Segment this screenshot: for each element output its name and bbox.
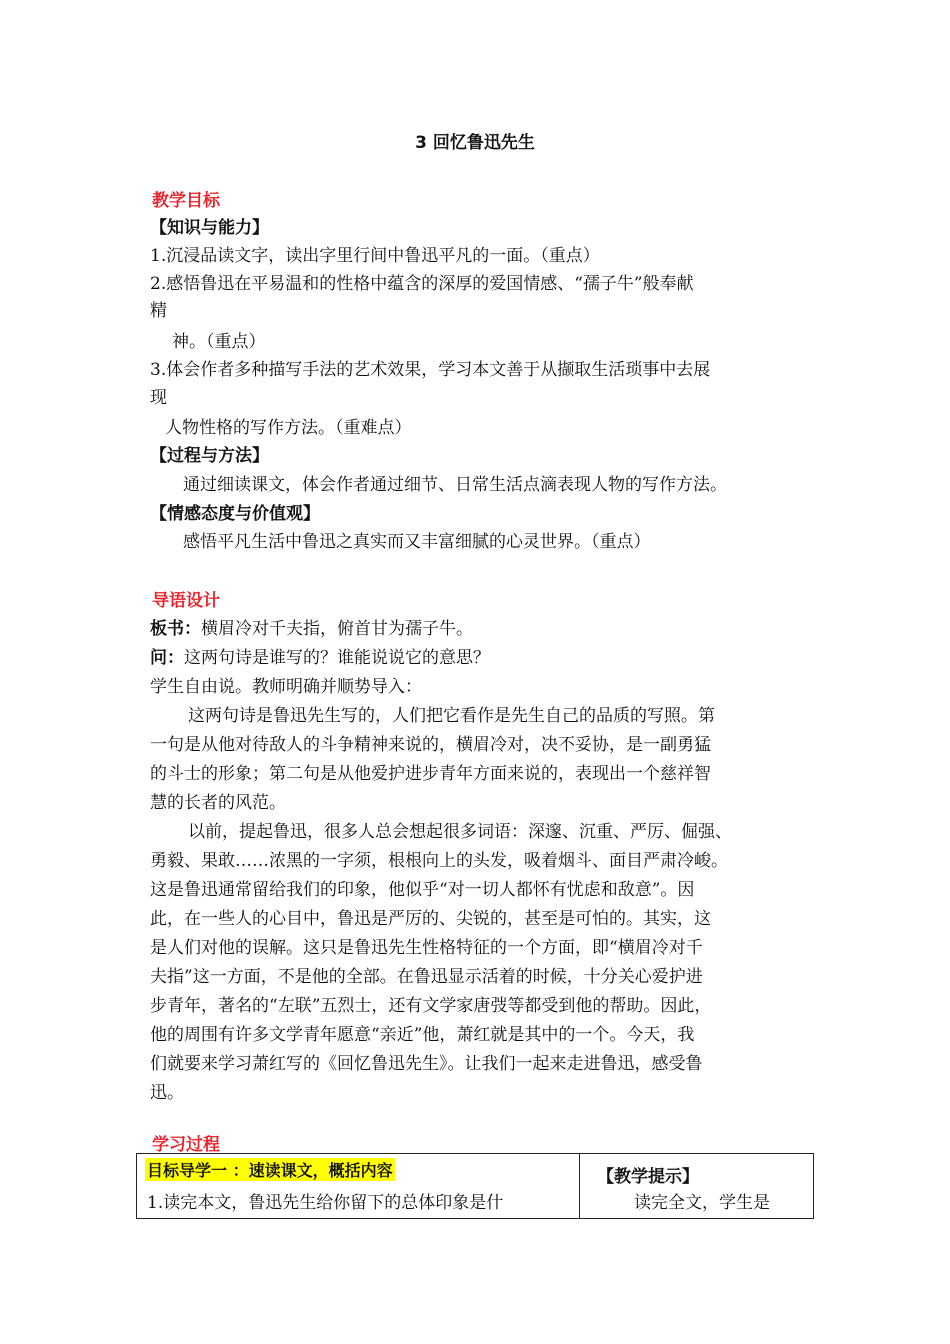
para2-line-3: 这是鲁迅通常留给我们的印象，他似乎“对一切人都怀有忧虑和敌意”。因 [150, 880, 695, 900]
para2-line-1: 以前，提起鲁迅，很多人总会想起很多词语：深邃、沉重、严厉、倔强、 [188, 822, 732, 842]
emotion-heading: 【情感态度与价值观】 [150, 504, 320, 524]
tip-heading: 【教学提示】 [597, 1167, 699, 1187]
process-method-heading: 【过程与方法】 [150, 446, 269, 466]
para1-line-2: 一句是从他对待敌人的斗争精神来说的，横眉冷对，决不妥协，是一副勇猛 [150, 735, 711, 755]
para2-line-9: 们就要来学习萧红写的《回忆鲁迅先生》。让我们一起来走进鲁迅，感受鲁 [150, 1054, 703, 1074]
knowledge-line-3-cont: 人物性格的写作方法。（重难点） [165, 418, 412, 438]
tip-text: 读完全文，学生是 [634, 1193, 770, 1213]
intro-heading: 导语设计 [152, 591, 220, 611]
page-title: 3 回忆鲁迅先生 [415, 133, 535, 153]
para2-line-4: 此，在一些人的心目中，鲁迅是严厉的、尖锐的，甚至是可怕的。其实，这 [150, 909, 711, 929]
para1-line-1: 这两句诗是鲁迅先生写的，人们把它看作是先生自己的品质的写照。第 [188, 706, 715, 726]
para2-line-2: 勇毅、果敢……浓黑的一字须，根根向上的头发，吸着烟斗、面目严肃冷峻。 [150, 851, 728, 871]
emotion-line: 感悟平凡生活中鲁迅之真实而又丰富细腻的心灵世界。（重点） [183, 532, 651, 552]
board-line [150, 614, 473, 639]
para2-line-10: 迅。 [150, 1083, 184, 1103]
para2-line-6: 夫指”这一方面，不是他的全部。在鲁迅显示活着的时候，十分关心爱护进 [150, 967, 703, 987]
goal-label: 目标导学一 ：速读课文，概括内容 [145, 1158, 395, 1181]
free-talk-line: 学生自由说。教师明确并顺势导入： [150, 677, 422, 697]
knowledge-line-2: 2.感悟鲁迅在平易温和的性格中蕴含的深厚的爱国情感、“孺子牛”般奉献 [150, 274, 694, 294]
knowledge-line-2-wrap: 精 [150, 301, 167, 321]
knowledge-line-2-cont: 神。（重点） [172, 332, 266, 352]
question-text: 这两句诗是谁写的？谁能说说它的意思？ [184, 648, 490, 668]
process-method-line: 通过细读课文，体会作者通过细节、日常生活点滴表现人物的写作方法。 [183, 475, 727, 495]
process-heading: 学习过程 [152, 1135, 220, 1155]
question-line [150, 643, 490, 668]
knowledge-line-3-wrap: 现 [150, 388, 167, 408]
goals-heading: 教学目标 [152, 191, 220, 211]
para2-line-7: 步青年，著名的“左联”五烈士，还有文学家唐弢等都受到他的帮助。因此， [150, 996, 712, 1016]
knowledge-line-3: 3.体会作者多种描写手法的艺术效果，学习本文善于从撷取生活琐事中去展 [150, 360, 711, 380]
para2-line-8: 他的周围有许多文学青年愿意“亲近”他，萧红就是其中的一个。今天，我 [150, 1025, 695, 1045]
para1-line-4: 慧的长者的风范。 [150, 793, 286, 813]
goal-question: 1.读完本文，鲁迅先生给你留下的总体印象是什 [147, 1193, 504, 1213]
knowledge-line-1: 1.沉浸品读文字，读出字里行间中鲁迅平凡的一面。（重点） [150, 246, 600, 266]
knowledge-heading: 【知识与能力】 [150, 218, 269, 238]
question-label: 问： [150, 648, 184, 668]
para2-line-5: 是人们对他的误解。这只是鲁迅先生性格特征的一个方面，即“横眉冷对千 [150, 938, 703, 958]
para1-line-3: 的斗士的形象；第二句是从他爱护进步青年方面来说的，表现出一个慈祥智 [150, 764, 711, 784]
table-divider [579, 1154, 580, 1218]
learning-table [136, 1153, 814, 1219]
board-text: 横眉冷对千夫指，俯首甘为孺子牛。 [201, 619, 473, 639]
board-label: 板书： [150, 619, 201, 639]
